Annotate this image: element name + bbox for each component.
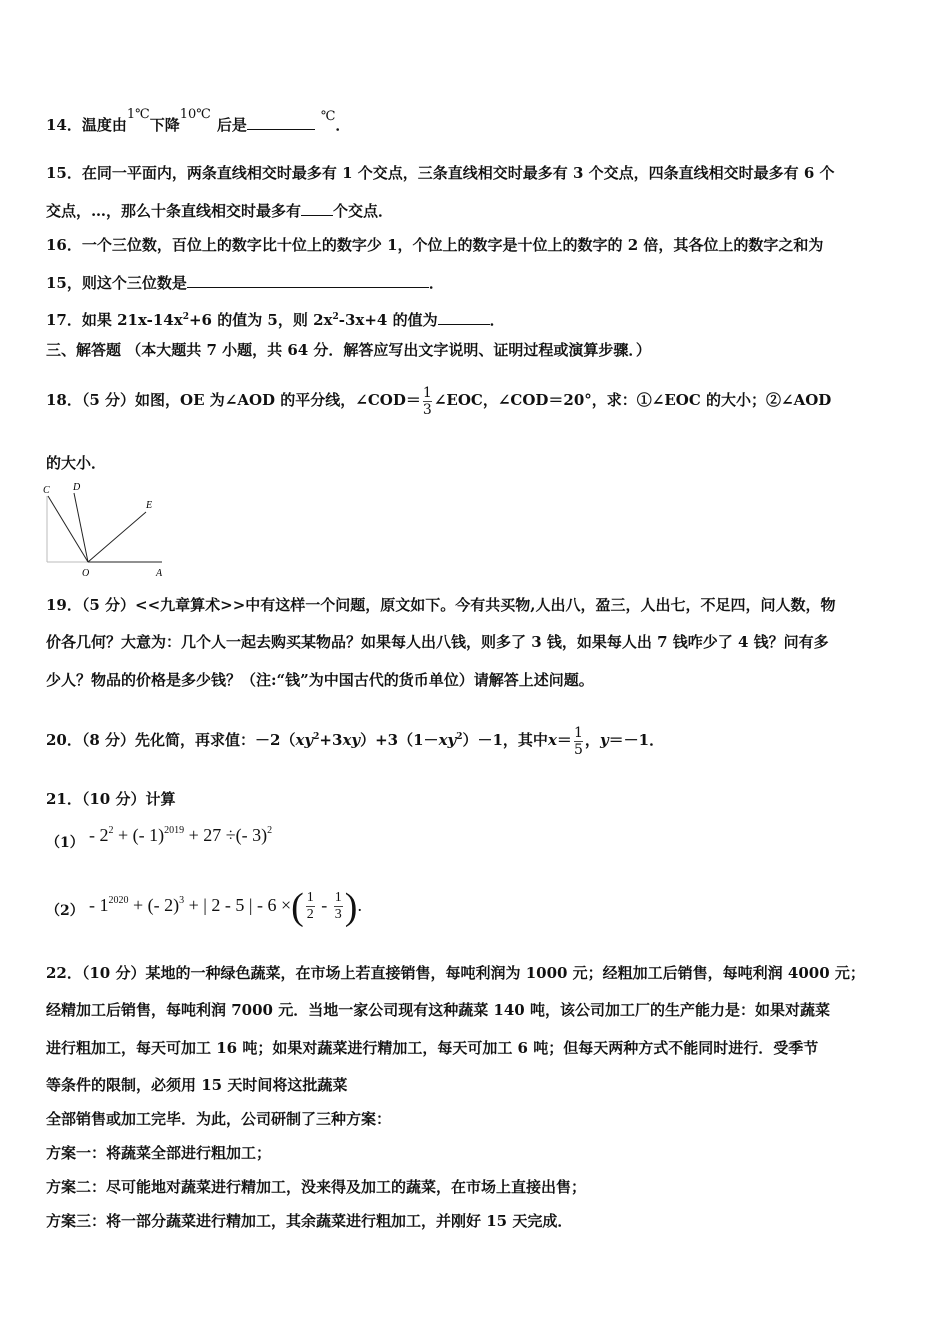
plan-1: 方案一：将蔬菜全部进行粗加工； xyxy=(46,1144,272,1162)
q18-b: ∠EOC，∠COD＝20°，求：①∠EOC 的大小；②∠AOD xyxy=(433,391,832,409)
q20-a: 20．（8 分）先化简，再求值：－2（ xyxy=(46,731,296,749)
q17-sup2: 2 xyxy=(332,312,339,322)
section-3-heading: 三、解答题 （本大题共 7 小题，共 64 分．解答应写出文字说明、证明过程或演算步骤．） xyxy=(46,341,651,359)
ray-OC xyxy=(48,496,88,562)
question-20: 20．（8 分）先化简，再求值：$-2(xy^2+3xy)+3(1-xy^2)-1$，其中x＝ $\frac{1}{5}$ ，y＝－1． xyxy=(46,724,665,758)
plan-2: 方案二：尽可能地对蔬菜进行精加工，没来得及加工的蔬菜，在市场上直接出售； xyxy=(46,1178,587,1196)
question-19-line1: 19．（5 分）<<九章算术>>中有这样一个问题，原文如下。今有共买物,人出八，盈三，人出七，不足四，问人数，物 xyxy=(46,596,836,614)
question-18-line2: 的大小． xyxy=(46,454,107,472)
temp-1: 1℃ xyxy=(126,107,150,122)
label-C: C xyxy=(43,485,50,496)
question-15-line1: 15．在同一平面内，两条直线相交时最多有 1 个交点，三条直线相交时最多有 3 个交点，四条直线相交时最多有 6 个 xyxy=(46,164,835,182)
q16-text: 15，则这个三位数是 xyxy=(46,274,187,292)
question-19-line3: 少人？物品的价格是多少钱？（注:“钱”为中国古代的货币单位）请解答上述问题。 xyxy=(46,671,594,689)
temp-2: 10℃ xyxy=(179,107,211,122)
q16-end: ． xyxy=(428,274,444,292)
q14-mid: 下降 xyxy=(149,116,180,134)
question-21-title: 21．（10 分）计算 xyxy=(46,790,176,808)
label-A: A xyxy=(156,568,163,579)
q17-a: 17．如果 21x-14x xyxy=(46,311,183,329)
question-16-line2 xyxy=(46,272,444,294)
label-D: D xyxy=(73,482,81,493)
question-22-line1: 22．（10 分）某地的一种绿色蔬菜，在市场上若直接销售，每吨利润为 1000 元；经粗加工后销售，每吨利润 4000 元； xyxy=(46,964,865,982)
question-21-part1 xyxy=(46,822,272,858)
q14-after: 后是 xyxy=(216,116,247,134)
label-E: E xyxy=(146,500,153,511)
part-1-label: （1） xyxy=(46,835,84,851)
q15-text: 交点，…，那么十条直线相交时最多有 xyxy=(46,202,302,220)
label-O: O xyxy=(82,568,90,579)
question-22-line2: 经精加工后销售，每吨利润 7000 元．当地一家公司现有这种蔬菜 140 吨，该公司加工厂的生产能力是：如果对蔬菜 xyxy=(46,1001,830,1019)
answer-blank-15[interactable] xyxy=(301,201,333,216)
question-22-line5: 全部销售或加工完毕．为此，公司研制了三种方案： xyxy=(46,1110,392,1128)
part-2-label: （2） xyxy=(46,903,84,919)
q17-c: -3x+4 的值为 xyxy=(338,311,438,329)
question-14 xyxy=(46,107,351,138)
plan-3: 方案三：将一部分蔬菜进行精加工，其余蔬菜进行粗加工，并刚好 15 天完成． xyxy=(46,1212,573,1230)
question-22-line4: 等条件的限制，必须用 15 天时间将这批蔬菜 xyxy=(46,1076,348,1094)
fraction-one-third: $\frac{1}{3}$ xyxy=(422,384,432,418)
q14-end: ． xyxy=(335,116,351,134)
question-19-line2: 价各几何？大意为：几个人一起去购买某物品？如果每人出八钱，则多了 3 钱，如果每人出 7 钱咋少了 4 钱？问有多 xyxy=(46,633,829,651)
unit-celsius: ℃ xyxy=(320,109,336,124)
question-18 xyxy=(46,380,831,420)
fraction-one-fifth: $\frac{1}{5}$ xyxy=(573,724,583,758)
question-16-line1: 16．一个三位数，百位上的数字比十位上的数字少 1，个位上的数字是十位上的数字的 2 倍，其各位上的数字之和为 xyxy=(46,236,824,254)
question-22-line3: 进行粗加工，每天可加工 16 吨；如果对蔬菜进行精加工，每天可加工 6 吨；但每天两种方式不能同时进行．受季节 xyxy=(46,1039,819,1057)
answer-blank-16[interactable] xyxy=(187,273,429,288)
answer-blank-17[interactable] xyxy=(438,310,490,325)
question-17 xyxy=(46,306,505,331)
ray-OE xyxy=(88,512,146,562)
q15-end: 个交点． xyxy=(333,202,394,220)
q17-end: ． xyxy=(489,311,505,329)
q18-a: 18．（5 分）如图，OE 为∠AOD 的平分线，∠COD＝ xyxy=(46,391,421,409)
ray-OD xyxy=(74,493,88,562)
answer-blank-14[interactable] xyxy=(247,115,315,130)
question-21-part2 xyxy=(46,878,362,938)
expression-2: - $1^{2020}$ + (- 2)$^3$ + | 2 - 5 | - 6 ×( $\frac{1}{2}$ - $\frac{1}{3}$ ). xyxy=(88,885,362,928)
angle-figure xyxy=(40,478,170,580)
q17-b: +6 的值为 5，则 2x xyxy=(188,311,333,329)
q14-prefix: 14．温度由 xyxy=(46,116,127,134)
expression-1: - $2^2$ + (- 1)$^{2019}$ + 27 ÷(- 3)$^2$ xyxy=(88,825,273,845)
q17-sup1: 2 xyxy=(182,312,189,322)
question-15-line2 xyxy=(46,200,393,222)
